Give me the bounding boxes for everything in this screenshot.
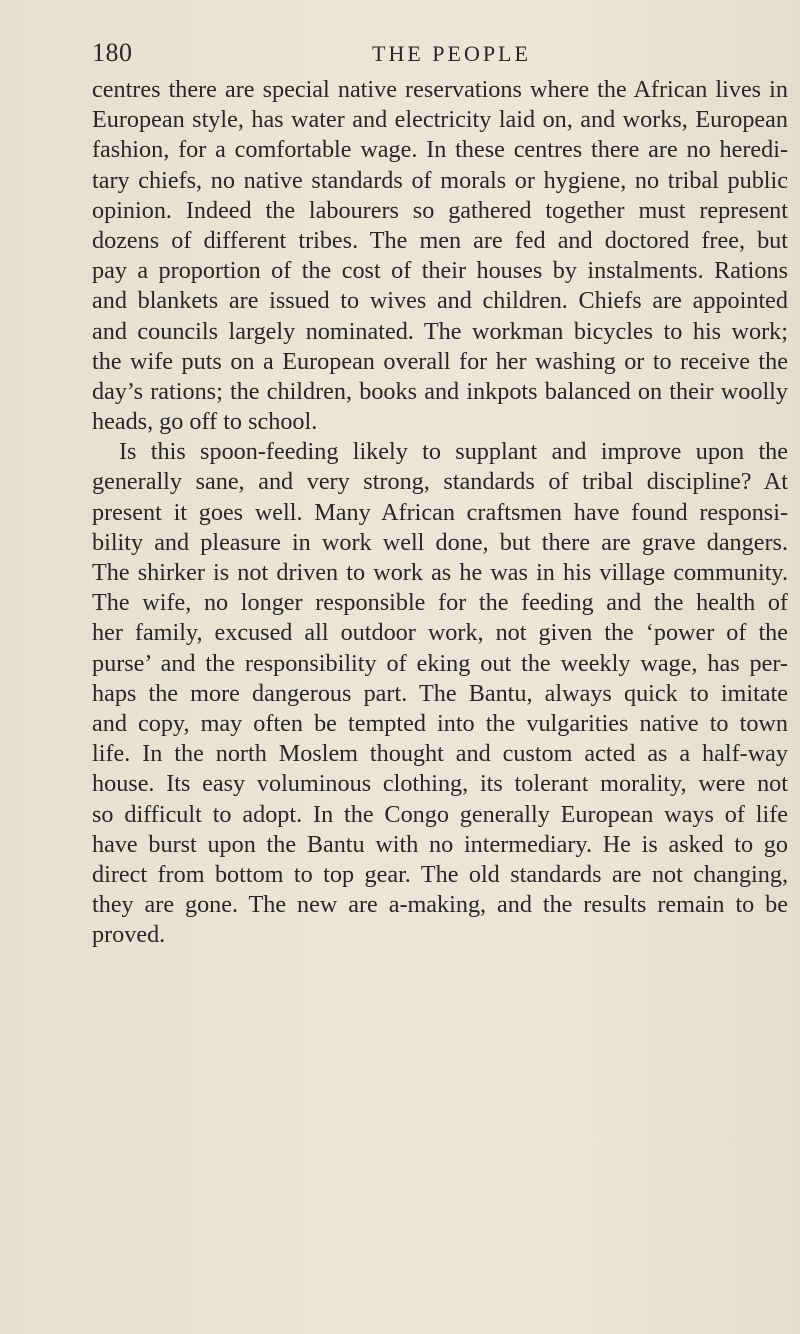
- text-line: fashion, for a comfortable wage. In these centres there are no heredi-: [92, 136, 788, 164]
- text-line: haps the more dangerous part. The Bantu, always quick to imitate: [92, 679, 788, 707]
- paragraph-2: [92, 437, 788, 950]
- text-line: generally sane, and very strong, standards of tribal discipline? At: [92, 468, 788, 496]
- body-text: [92, 75, 788, 950]
- text-line: have burst upon the Bantu with no intermediary. He is asked to go: [92, 830, 788, 858]
- text-line: The wife, no longer responsible for the feeding and the health of: [92, 589, 788, 617]
- text-line: The shirker is not driven to work as he was in his village community.: [92, 559, 788, 586]
- text-line: they are gone. The new are a-making, and the results remain to be: [92, 891, 788, 919]
- text-line: Is this spoon-feeding likely to supplant and improve upon the: [119, 438, 788, 466]
- text-line: so difficult to adopt. In the Congo generally European ways of life: [92, 800, 788, 828]
- text-line: tary chiefs, no native standards of morals or hygiene, no tribal public: [92, 166, 788, 194]
- running-title: THE PEOPLE: [372, 41, 531, 66]
- text-line: bility and pleasure in work well done, but there are grave dangers.: [92, 528, 788, 556]
- text-line: opinion. Indeed the labourers so gathered together must represent: [92, 196, 788, 224]
- text-line: house. Its easy voluminous clothing, its tolerant morality, were not: [92, 770, 788, 798]
- text-line: and councils largely nominated. The workman bicycles to his work;: [92, 317, 788, 345]
- text-line: heads, go off to school.: [92, 408, 318, 436]
- text-line: pay a proportion of the cost of their houses by instalments. Rations: [92, 257, 788, 285]
- text-line: purse’ and the responsibility of eking out the weekly wage, has per-: [92, 649, 788, 677]
- text-line: proved.: [92, 921, 166, 949]
- text-line: present it goes well. Many African craftsmen have found responsi-: [92, 498, 788, 526]
- text-line: life. In the north Moslem thought and custom acted as a half-way: [92, 740, 788, 768]
- text-line: centres there are special native reservations where the African lives in: [92, 76, 788, 103]
- page-number: 180: [92, 38, 133, 67]
- text-line: the wife puts on a European overall for her washing or to receive the: [92, 347, 788, 375]
- text-line: dozens of different tribes. The men are fed and doctored free, but: [92, 226, 788, 254]
- text-line: her family, excused all outdoor work, not given the ‘power of the: [92, 619, 788, 647]
- text-line: European style, has water and electricity laid on, and works, European: [92, 106, 788, 134]
- text-line: day’s rations; the children, books and inkpots balanced on their woolly: [92, 377, 788, 405]
- text-line: direct from bottom to top gear. The old standards are not changing,: [92, 860, 788, 888]
- text-line: and copy, may often be tempted into the vulgarities native to town: [92, 709, 788, 737]
- text-line: and blankets are issued to wives and children. Chiefs are appointed: [92, 287, 788, 315]
- running-head: [92, 38, 778, 68]
- paragraph-1: [92, 75, 788, 437]
